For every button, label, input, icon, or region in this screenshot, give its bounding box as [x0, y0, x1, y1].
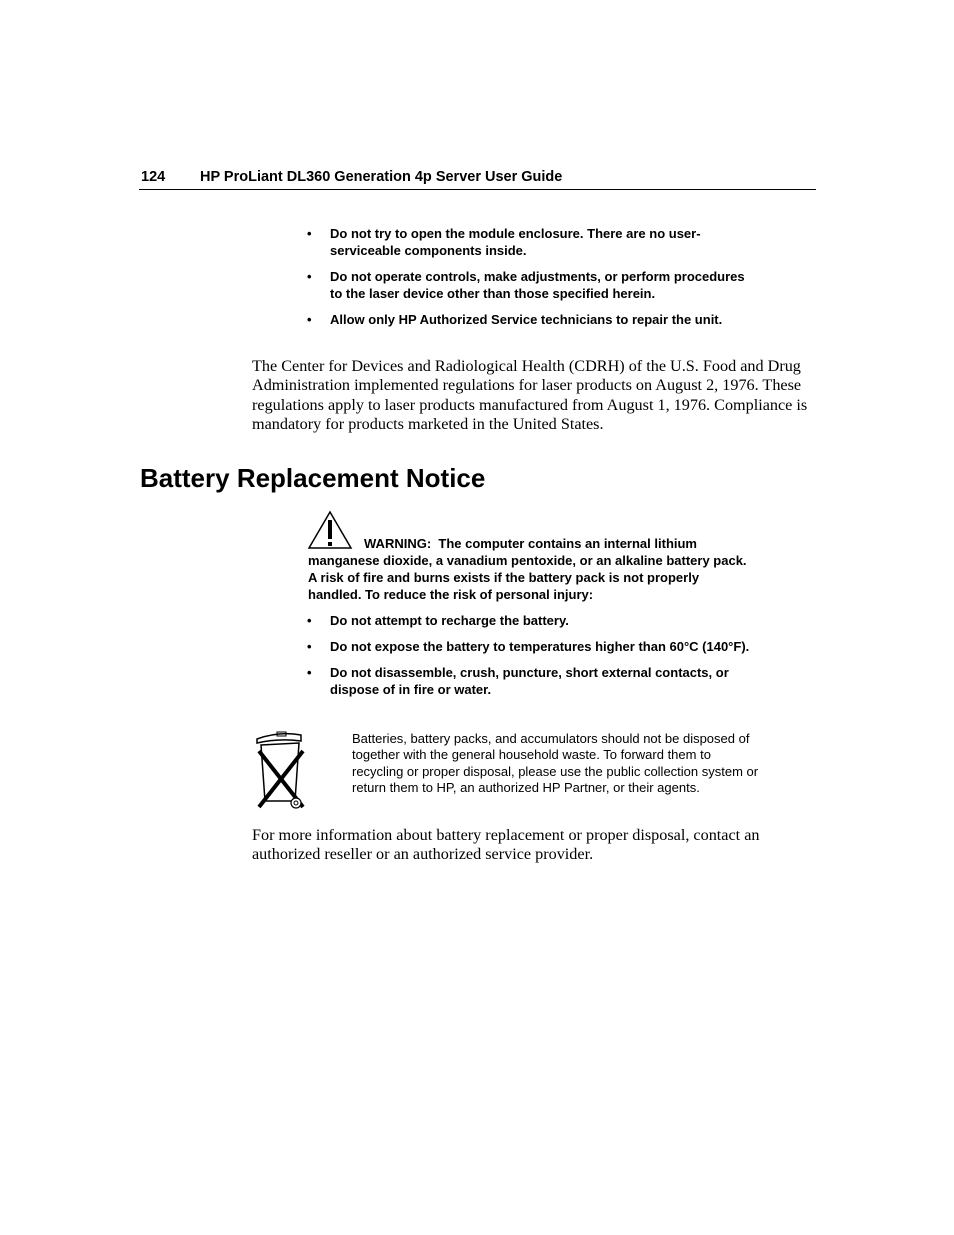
list-item: • Do not operate controls, make adjustments, or perform procedures to the laser device other than those specified herein. [307, 269, 745, 301]
list-item: • Do not expose the battery to temperatures higher than 60°C (140°F). [307, 639, 750, 654]
crossed-out-wheelie-bin-icon [249, 729, 311, 811]
warning-text: The computer contains an internal lithium manganese dioxide, a vanadium pentoxide, or an alkaline battery pack. A risk of fire and burns exists if the battery pack is not properly handled. To reduce the risk of personal injury: [308, 536, 747, 602]
section-heading: Battery Replacement Notice [140, 463, 486, 493]
document-title: HP ProLiant DL360 Generation 4p Server User Guide [200, 169, 563, 185]
list-item: • Do not disassemble, crush, puncture, short external contacts, or dispose of in fire or water. [307, 665, 729, 697]
laser-bullet-list [307, 225, 757, 337]
page-number: 124 [141, 169, 166, 185]
list-item: • Allow only HP Authorized Service technicians to repair the unit. [307, 312, 723, 327]
warning-label: WARNING: [364, 536, 432, 551]
battery-bullet-list [307, 612, 757, 707]
warning-paragraph [308, 535, 753, 603]
cdrh-paragraph: The Center for Devices and Radiological Health (CDRH) of the U.S. Food and Drug Administration implemented regulations for laser products on August 2, 1976. These regulations apply to laser products manufactured from August 1, 1976. Compliance is mandatory for products marketed in the United States. [252, 357, 808, 433]
list-item: • Do not attempt to recharge the battery. [307, 613, 569, 628]
recycling-notice: Batteries, battery packs, and accumulators should not be disposed of together with the general household waste. To forward them to recycling or proper disposal, please use the public collection system or return them to HP, an authorized HP Partner, or their agents. [352, 731, 759, 795]
list-item: • Do not try to open the module enclosure. There are no user-serviceable components inside. [307, 226, 701, 258]
closing-paragraph: For more information about battery replacement or proper disposal, contact an authorized reseller or an authorized service provider. [252, 826, 760, 864]
page-header [139, 168, 816, 190]
